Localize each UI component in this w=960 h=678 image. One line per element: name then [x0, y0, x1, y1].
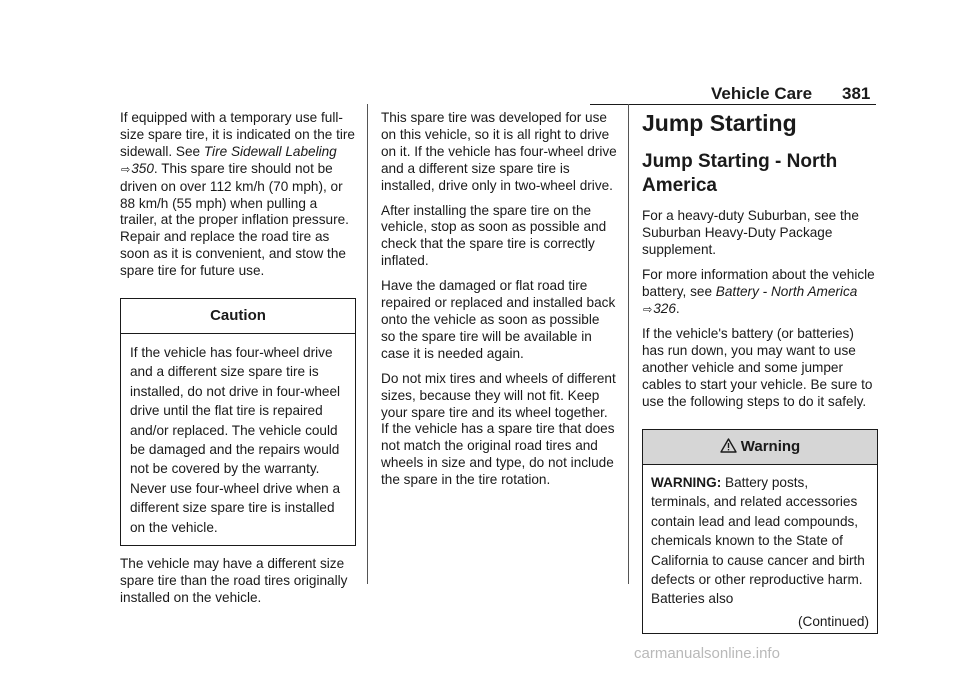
warning-title: Warning [740, 437, 801, 455]
paragraph-do-not-mix: Do not mix tires and wheels of different sizes, because they will not fit. Keep your spare tire and its wheel together. If the vehicle has a spare tire that does not match the original road tires and wheels in size and type, do not include the spare in the tire rotation. [381, 370, 616, 488]
watermark: carmanualsonline.info [634, 645, 780, 662]
heading-jump-starting: Jump Starting [642, 110, 797, 136]
column-divider-1 [367, 104, 368, 584]
page-ref-arrow-icon: ⇨ [121, 163, 131, 176]
caution-box [120, 298, 356, 546]
continued-label: (Continued) [797, 613, 869, 629]
paragraph-different-size: The vehicle may have a different size spare tire than the road tires originally installed on the vehicle. [120, 556, 348, 605]
paragraph-spare-developed: This spare tire was developed for use on this vehicle, so it is all right to drive on it. If the vehicle has four-wheel drive and a different size spare tire is installed, drive only in two-wheel drive. [381, 110, 617, 193]
caution-title: Caution [121, 299, 355, 334]
paragraph-heavy-duty: For a heavy-duty Suburban, see the Suburban Heavy-Duty Package supplement. [642, 208, 859, 257]
page-ref-arrow-icon: ⇨ [643, 303, 653, 316]
column-left [120, 110, 356, 615]
warning-header [643, 430, 877, 465]
column-right [642, 110, 878, 634]
cross-reference-link[interactable]: Battery - North America ⇨326 [643, 283, 858, 316]
paragraph-more-info: For more information about the vehicle battery, see Battery - North America ⇨326. [642, 266, 875, 316]
section-title: Vehicle Care [711, 84, 813, 103]
heading-jump-starting-north-america: Jump Starting - North America [642, 151, 838, 196]
paragraph-after-installing: After installing the spare tire on the vehicle, stop as soon as possible and check that the spare tire is correctly inflated. [381, 202, 607, 269]
warning-box [642, 429, 878, 634]
cross-reference-link[interactable]: Tire Sidewall Labeling ⇨350 [121, 143, 337, 176]
header-rule [590, 104, 876, 105]
caution-body: If the vehicle has four-wheel drive and a different size spare tire is installed, do not drive in four-wheel drive until the flat tire is repaired and/or replaced. The vehicle could be damaged and the repairs would not be covered by the warranty. Never use four-wheel drive when a different size spare tire is installed on the vehicle. [130, 344, 341, 535]
paragraph-battery-run-down: If the vehicle's battery (or batteries) has run down, you may want to use another vehicle and some jumper cables to start your vehicle. Be sure to use the following steps to do it safely. [642, 326, 873, 410]
warning-body: WARNING: Battery posts, terminals, and related accessories contain lead and lead compounds, chemicals known to the State of California to cause cancer and birth defects or other reproductive harm. Batteries also [651, 474, 865, 607]
column-divider-2 [628, 104, 629, 584]
page-number: 381 [842, 84, 871, 103]
paragraph-have-repaired: Have the damaged or flat road tire repaired or replaced and installed back onto the vehicle as soon as possible so the spare tire will be available in case it is needed again. [381, 278, 616, 361]
warning-triangle-icon [720, 438, 737, 458]
paragraph-temporary-spare: If equipped with a temporary use full-size spare tire, it is indicated on the tire sidewall. See Tire Sidewall Labeling ⇨350. This spare tire should not be driven on over 112 km/h (70 mph), or 88 km/h (55 mph) when pulling a trailer, at the proper inflation pressure. Repair and replace the road tire as soon as it is convenient, and stow the spare tire for future use. [120, 110, 355, 279]
column-middle [381, 110, 617, 497]
